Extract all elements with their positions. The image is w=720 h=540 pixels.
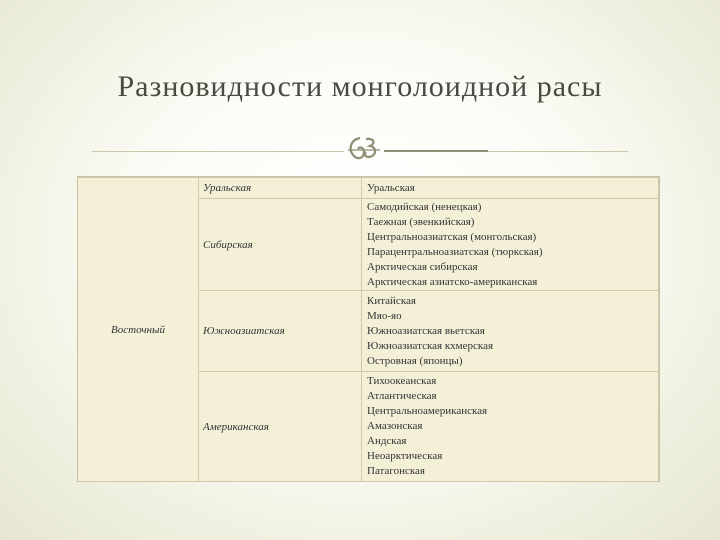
- subrace-item: Островная (японцы): [367, 354, 463, 367]
- subrace-item: Мяо-яо: [367, 309, 402, 322]
- table-row: [78, 178, 659, 199]
- group-cell: Восточный: [78, 178, 199, 482]
- race-cell: Уральская: [199, 178, 362, 199]
- subrace-item: Андская: [367, 435, 407, 447]
- slide-title: Разновидности монголоидной расы: [117, 70, 603, 103]
- subrace-item: Китайская: [367, 294, 416, 307]
- subrace-cell: [362, 178, 659, 199]
- subrace-item: Самодийская (ненецкая): [367, 200, 482, 213]
- subrace-item: Таежная (эвенкийская): [367, 215, 475, 228]
- race-cell: Южноазиатская: [199, 291, 362, 372]
- subrace-item: Центральноазиатская (монгольская): [367, 230, 537, 243]
- subrace-item: Патагонская: [367, 465, 425, 477]
- subrace-cell: [362, 291, 659, 372]
- title-rule-right-accent: [384, 150, 488, 152]
- subrace-item: Атлантическая: [367, 390, 437, 402]
- race-cell: Американская: [199, 372, 362, 482]
- subrace-item: Тихоокеанская: [367, 375, 437, 387]
- subrace-cell: [362, 199, 659, 291]
- race-table: [77, 176, 660, 482]
- subrace-item: Амазонская: [367, 420, 423, 432]
- race-cell: Сибирская: [199, 199, 362, 291]
- subrace-item: Центральноамериканская: [367, 405, 488, 417]
- title-rule-left: [92, 151, 344, 152]
- subrace-item: Уральская: [367, 181, 415, 194]
- subrace-item: Арктическая азиатско-американская: [367, 275, 538, 288]
- subrace-item: Арктическая сибирская: [367, 260, 478, 273]
- subrace-item: Неоарктическая: [367, 450, 443, 462]
- flourish-ornament-icon: [346, 134, 382, 164]
- subrace-item: Южноазиатская вьетская: [367, 324, 485, 337]
- subrace-item: Южноазиатская кхмерская: [367, 339, 494, 352]
- subrace-cell: [362, 372, 659, 482]
- subrace-item: Парацентральноазиатская (тюркская): [367, 245, 543, 258]
